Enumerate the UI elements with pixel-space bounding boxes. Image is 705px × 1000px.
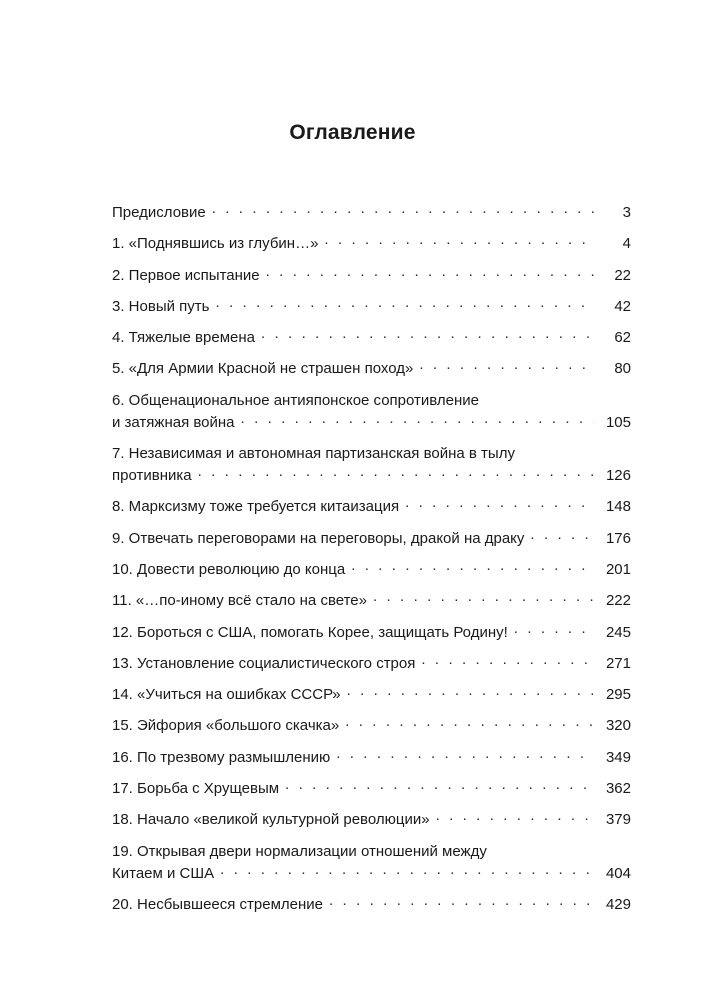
toc-entry	[112, 559, 631, 581]
dot-leader	[405, 496, 594, 511]
toc-entry	[112, 233, 631, 255]
page-title: Оглавление	[289, 121, 416, 144]
toc-page-number: 126	[605, 467, 631, 485]
toc-entry	[112, 265, 631, 287]
toc-entry	[112, 202, 631, 224]
toc-entry-title: 16. По трезвому размышлению	[112, 748, 331, 766]
toc-page-number: 404	[605, 864, 631, 882]
dot-leader	[215, 296, 595, 311]
toc-entry	[112, 684, 631, 706]
toc-entry	[112, 590, 631, 612]
toc-page-number: 4	[622, 235, 631, 253]
toc-entry-title: Предисловие	[112, 204, 206, 221]
toc-entry	[112, 778, 631, 800]
toc-entry	[112, 528, 631, 550]
toc-page-number: 349	[605, 748, 631, 766]
toc-page-number: 295	[605, 686, 631, 704]
table-of-contents	[112, 202, 631, 925]
toc-entry-title: 14. «Учиться на ошибках СССР»	[112, 686, 341, 704]
toc-page-number: 271	[605, 654, 631, 672]
toc-entry-title: противника	[112, 467, 192, 485]
dot-leader	[220, 863, 594, 878]
dot-leader	[241, 412, 594, 427]
toc-page-number: 22	[614, 266, 631, 284]
toc-entry-title-line1: 19. Открывая двери нормализации отношений между	[112, 842, 487, 860]
toc-page-number: 148	[605, 498, 631, 516]
toc-page-number: 222	[605, 592, 631, 610]
toc-entry-title: 20. Несбывшееся стремление	[112, 895, 324, 913]
toc-page-number: 176	[605, 529, 631, 547]
toc-entry	[112, 841, 631, 885]
toc-entry-title: 13. Установление социалистического строя	[112, 654, 416, 672]
toc-entry-title: 10. Довести революцию до конца	[112, 560, 346, 578]
toc-entry-title-line1: 7. Независимая и автономная партизанская война в тылу	[112, 445, 515, 463]
toc-page-number: 62	[614, 329, 631, 347]
toc-entry	[112, 809, 631, 831]
toc-entry-title: 17. Борьба с Хрущевым	[112, 780, 280, 798]
toc-entry-title: 9. Отвечать переговорами на переговоры, дракой на драку	[112, 529, 525, 547]
toc-page-number: 105	[605, 413, 631, 431]
toc-entry	[112, 443, 631, 487]
toc-entry	[112, 327, 631, 349]
dot-leader	[285, 778, 594, 793]
toc-page-number: 245	[605, 623, 631, 641]
toc-entry	[112, 653, 631, 675]
dot-leader	[212, 202, 595, 217]
toc-page-number: 429	[605, 895, 631, 913]
toc-page-number: 201	[605, 560, 631, 578]
toc-page-number: 3	[622, 204, 631, 221]
toc-page-number: 320	[605, 717, 631, 735]
toc-entry-title: 12. Бороться с США, помогать Корее, защищать Родину!	[112, 623, 508, 641]
dot-leader	[347, 684, 594, 699]
toc-entry-title: 8. Марксизму тоже требуется китаизация	[112, 498, 400, 516]
dot-leader	[514, 622, 594, 637]
toc-page-number: 379	[605, 811, 631, 829]
toc-entry	[112, 622, 631, 644]
toc-entry	[112, 496, 631, 518]
toc-entry	[112, 358, 631, 380]
toc-entry	[112, 747, 631, 769]
toc-page-number: 80	[614, 360, 631, 378]
toc-entry-title: 1. «Поднявшись из глубин…»	[112, 235, 319, 253]
toc-page-number: 362	[605, 780, 631, 798]
dot-leader	[345, 715, 594, 730]
dot-leader	[329, 894, 594, 909]
toc-entry	[112, 715, 631, 737]
dot-leader	[351, 559, 594, 574]
dot-leader	[436, 809, 594, 824]
dot-leader	[419, 358, 595, 373]
toc-entry	[112, 894, 631, 916]
toc-entry-title: 11. «…по-иному всё стало на свете»	[112, 592, 367, 610]
toc-entry-title: 2. Первое испытание	[112, 266, 260, 284]
toc-page-number: 42	[614, 297, 631, 315]
toc-entry-title-line1: 6. Общенациональное антияпонское сопротивление	[112, 391, 480, 409]
toc-entry-title: и затяжная война	[112, 413, 235, 431]
dot-leader	[421, 653, 594, 668]
toc-entry	[112, 390, 631, 434]
toc-entry-title: 3. Новый путь	[112, 297, 210, 315]
dot-leader	[530, 528, 594, 543]
dot-leader	[261, 327, 595, 342]
dot-leader	[324, 233, 595, 248]
toc-entry-title: Китаем и США	[112, 864, 215, 882]
dot-leader	[266, 265, 595, 280]
toc-entry-title: 4. Тяжелые времена	[112, 329, 255, 347]
toc-entry-title: 5. «Для Армии Красной не страшен поход»	[112, 360, 414, 378]
toc-entry-title: 18. Начало «великой культурной революции»	[112, 811, 430, 829]
dot-leader	[336, 747, 594, 762]
dot-leader	[373, 590, 594, 605]
dot-leader	[198, 465, 594, 480]
toc-entry	[112, 296, 631, 318]
toc-entry-title: 15. Эйфория «большого скачка»	[112, 717, 340, 735]
